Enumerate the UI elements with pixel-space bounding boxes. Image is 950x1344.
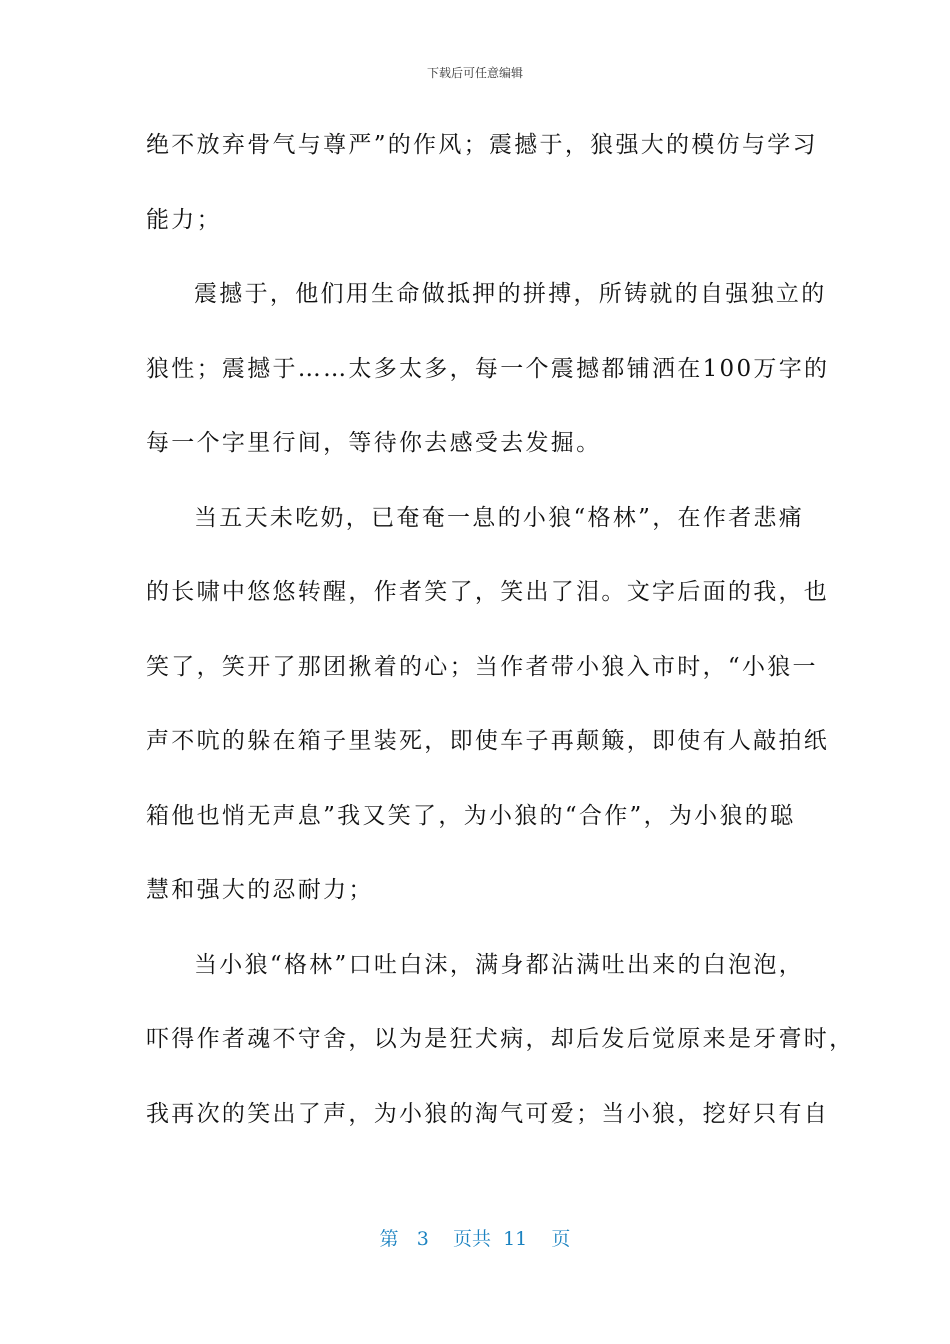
header-note: 下载后可任意编辑 bbox=[426, 66, 523, 80]
total-pages: 11 bbox=[503, 1228, 528, 1250]
text-line: 能力； bbox=[146, 206, 222, 233]
page-suffix: 页 bbox=[551, 1228, 571, 1250]
page-footer bbox=[0, 1224, 950, 1251]
page-prefix: 第 bbox=[379, 1228, 399, 1250]
text-line: 当小狼“格林”口吐白沫，满身都沾满吐出来的白泡泡， bbox=[194, 951, 805, 978]
text-line: 当五天未吃奶，已奄奄一息的小狼“格林”，在作者悲痛 bbox=[194, 504, 805, 531]
text-line: 绝不放弃骨气与尊严”的作风；震撼于，狼强大的模仿与学习 bbox=[146, 132, 818, 158]
text-line: 吓得作者魂不守舍，以为是狂犬病，却后发后觉原来是牙膏时， bbox=[146, 1026, 855, 1052]
document-body bbox=[146, 128, 855, 1171]
page-number: 3 bbox=[416, 1228, 429, 1250]
text-line: 的长啸中悠悠转醒，作者笑了，笑出了泪。文字后面的我，也 bbox=[146, 579, 830, 605]
text-line: 慧和强大的忍耐力； bbox=[146, 877, 374, 903]
text-line: 笑了，笑开了那团揪着的心；当作者带小狼入市时，“小狼一 bbox=[146, 653, 818, 680]
page-middle: 页共 bbox=[452, 1228, 491, 1250]
text-line: 震撼于，他们用生命做抵押的拼搏，所铸就的自强独立的 bbox=[194, 281, 827, 307]
text-line: 狼性；震撼于……太多太多，每一个震撼都铺洒在100万字的 bbox=[146, 355, 830, 382]
text-line: 声不吭的躲在箱子里装死，即使车子再颠簸，即使有人敲拍纸 bbox=[146, 728, 830, 754]
text-line: 我再次的笑出了声，为小狼的淘气可爱；当小狼，挖好只有自 bbox=[146, 1100, 830, 1127]
text-line: 每一个字里行间，等待你去感受去发掘。 bbox=[146, 430, 602, 456]
text-line: 箱他也悄无声息”我又笑了，为小狼的“合作”，为小狼的聪 bbox=[146, 802, 796, 829]
